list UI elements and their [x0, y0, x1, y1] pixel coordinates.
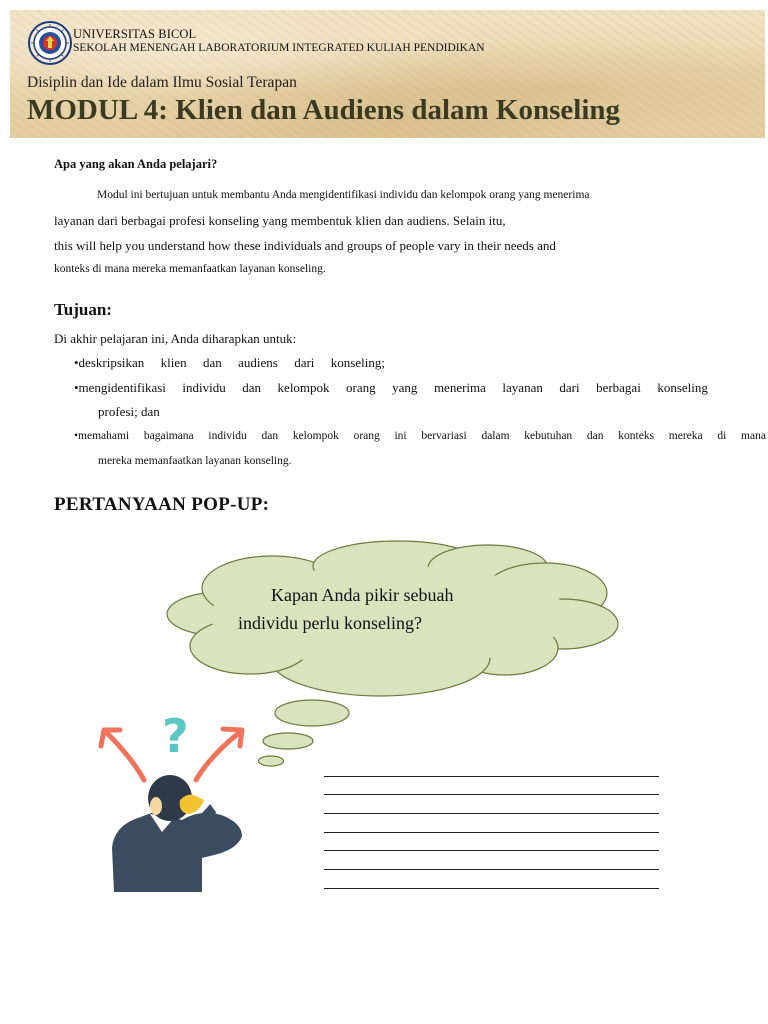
popup-heading: PERTANYAAN POP-UP:: [54, 494, 270, 515]
bullet-word: bervariasi: [421, 430, 467, 442]
objective-bullet-2: [74, 380, 708, 396]
objective-bullet-3-continuation: mereka memanfaatkan layanan konseling.: [98, 455, 292, 467]
university-name: UNIVERSITAS BICOL: [73, 27, 197, 41]
bullet-word: individu: [208, 430, 247, 442]
module-title: MODUL 4: Klien dan Audiens dalam Konseling: [27, 94, 621, 126]
bullet-word: konteks: [618, 430, 655, 442]
header-banner: [10, 10, 765, 138]
answer-lines: [324, 758, 659, 889]
intro-line: layanan dari berbagai profesi konseling yang membentuk klien dan audiens. Selain itu,: [54, 213, 506, 228]
bullet-word: dan: [202, 355, 222, 370]
bullet-word: konseling: [657, 380, 708, 395]
university-seal-icon: [28, 21, 72, 65]
school-name: SEKOLAH MENENGAH LABORATORIUM INTEGRATED KULIAH PENDIDIKAN: [73, 42, 485, 54]
bullet-word: klien: [160, 355, 187, 370]
answer-line: [324, 814, 659, 833]
jacket: [112, 812, 242, 892]
confused-person-illustration: [92, 708, 252, 892]
objective-bullet-3: [74, 430, 766, 442]
bullet-word: konseling;: [330, 355, 385, 370]
bullet-word: ini: [394, 430, 407, 442]
bullet-word: kebutuhan: [524, 430, 573, 442]
objective-bullet-1: [74, 355, 385, 371]
bullet-word: dan: [261, 430, 279, 442]
bullet-word: •memahami: [74, 430, 130, 442]
question-mark-icon: ?: [162, 709, 189, 763]
bullet-word: dalam: [481, 430, 510, 442]
popup-question-line-1: Kapan Anda pikir sebuah: [271, 585, 454, 605]
thought-bubble-small: [259, 756, 284, 766]
hand: [180, 795, 204, 814]
course-title: Disiplin dan Ide dalam Ilmu Sosial Terapan: [27, 74, 297, 91]
answer-line: [324, 795, 659, 814]
objectives-intro: Di akhir pelajaran ini, Anda diharapkan untuk:: [54, 331, 297, 346]
answer-line: [324, 851, 659, 870]
answer-line: [324, 777, 659, 796]
bullet-word: kelompok: [292, 430, 339, 442]
intro-line: this will help you understand how these individuals and groups of people vary in their needs and: [54, 238, 556, 253]
thought-bubble-medium: [263, 733, 313, 749]
objective-bullet-2-continuation: profesi; dan: [98, 404, 160, 419]
bullet-word: yang: [392, 380, 418, 395]
thought-bubble-large: [275, 700, 349, 726]
bullet-word: dan: [586, 430, 604, 442]
answer-line: [324, 833, 659, 852]
answer-line: [324, 758, 659, 777]
bullet-word: mereka: [668, 430, 703, 442]
bullet-word: audiens: [238, 355, 278, 370]
intro-line: Modul ini bertujuan untuk membantu Anda mengidentifikasi individu dan kelompok orang yang menerima: [97, 189, 590, 201]
left-arrow-icon: [101, 730, 144, 780]
bullet-word: di: [717, 430, 727, 442]
right-arrow-icon: [196, 729, 242, 780]
bullet-word: berbagai: [596, 380, 641, 395]
bullet-word: dan: [242, 380, 262, 395]
intro-line: konteks di mana mereka memanfaatkan layanan konseling.: [54, 263, 326, 275]
bullet-word: bagaimana: [143, 430, 194, 442]
bullet-word: dari: [294, 355, 315, 370]
bullet-word: •deskripsikan: [74, 355, 145, 370]
bullet-word: •mengidentifikasi: [74, 380, 166, 395]
answer-line: [324, 870, 659, 889]
bullet-word: orang: [353, 430, 380, 442]
bullet-word: mana: [741, 430, 766, 442]
bullet-word: orang: [346, 380, 376, 395]
bullet-word: dari: [559, 380, 580, 395]
bullet-word: individu: [182, 380, 226, 395]
popup-question-line-2: individu perlu konseling?: [238, 613, 422, 633]
bullet-word: layanan: [502, 380, 543, 395]
objectives-heading: Tujuan:: [54, 300, 112, 319]
bullet-word: menerima: [433, 380, 486, 395]
bullet-word: kelompok: [277, 380, 330, 395]
intro-heading: Apa yang akan Anda pelajari?: [54, 157, 218, 171]
